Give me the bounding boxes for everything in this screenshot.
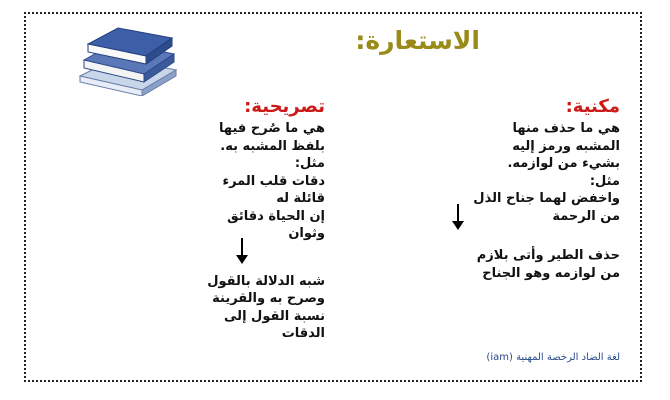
explicit-explanation-line: وصرح به والقرينة (212, 291, 325, 306)
explicit-explanation-line: نسبة القول إلى (224, 308, 325, 324)
explicit-line: بلفظ المشبه به. (220, 138, 325, 154)
implicit-line: واخفض لهما جناح الذل (473, 191, 620, 206)
explicit-explanation-line: الدقات (281, 326, 325, 341)
metaphor-explicit-column (95, 96, 325, 343)
implicit-line: هي ما حذف منها (512, 121, 620, 136)
down-arrow-icon (457, 204, 459, 222)
explicit-heading: تصريحية: (244, 96, 325, 117)
explicit-line: دقات قلب المرء (222, 173, 325, 189)
implicit-line: بشيء من لوازمه. (507, 156, 620, 171)
implicit-heading: مكنية: (565, 96, 620, 117)
implicit-explanation-line: من لوازمه وهو الجناح (482, 265, 620, 281)
explicit-line: إن الحياة دقائق (227, 208, 325, 224)
explicit-line: قائلة له (276, 191, 325, 206)
explicit-line: مثل: (294, 156, 325, 171)
page-title: الاستعارة: (355, 26, 480, 55)
implicit-line: من الرحمة (552, 208, 620, 224)
implicit-explanation-line: حذف الطير وأتى بلازم (476, 248, 620, 263)
down-arrow-icon (241, 238, 243, 256)
explicit-line: وثوان (288, 226, 325, 241)
explicit-line: هي ما صُرح فيها (219, 121, 325, 136)
books-stack-icon (72, 26, 182, 96)
metaphor-implicit-column (390, 96, 620, 282)
explicit-explanation-line: شبه الدلالة بالقول (207, 273, 325, 289)
implicit-line: المشبه ورمز إليه (512, 138, 620, 154)
footer-credit: لغة الضاد الرخصة المهنية (iam) (486, 352, 620, 363)
implicit-line: مثل: (589, 173, 620, 189)
